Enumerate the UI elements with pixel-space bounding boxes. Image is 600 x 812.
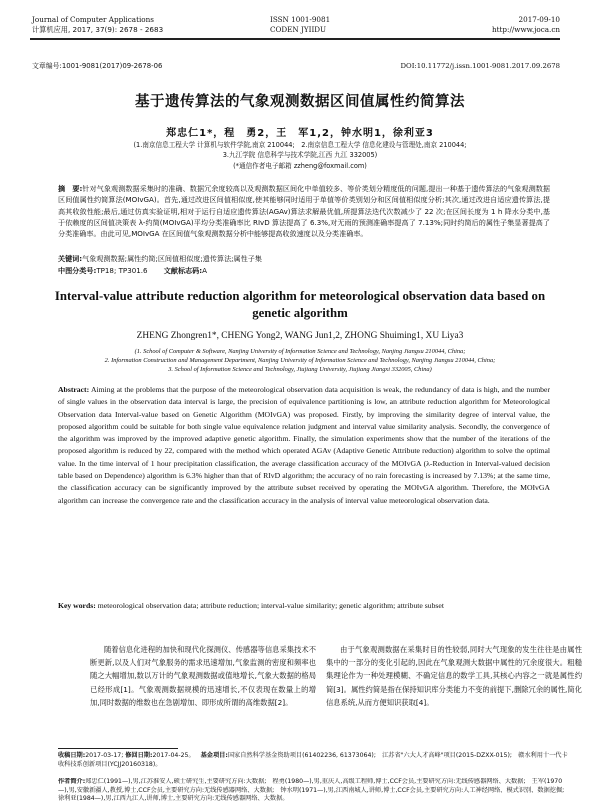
keywords-cn-label: 关键词: (58, 254, 83, 263)
affiliation-en-3: 3. School of Information Science and Technology, Jiujiang University, Jiujiang Jiangxi 332005, China) (168, 366, 432, 373)
bio-label: 作者简介: (58, 778, 86, 785)
body-column-right: 由于气象观测数据在采集时目的性较弱,同时大气现象的发生往往是由属性集中的一部分的变化引起的,因此在气象观测大数据中属性的冗余度很大。粗糙集理论作为一种处理模糊、不确定信息的数学工具,其核心内容之一就是属性约简[3]。属性约简是指在保持知识库分类能力不变的前提下,删除冗余的属性,简化信息系统,从而方便知识获取[4]。 (326, 645, 582, 707)
fund-text: 国家自然科学基金资助项目(61402236, 61373064); 江苏省"六大人才高峰"项目(2015-DZXX-015); 赣水利用十一代卡收科技系创新项目(YCJJ20160318)。 (58, 752, 568, 768)
classification-cn (58, 265, 550, 276)
affiliation-en-1: (1. School of Computer & Software, Nanjing University of Information Science and Technology, Nanjing Jiangsu 210044, China; (134, 348, 466, 355)
coden: CODEN JYIIDU (270, 25, 327, 34)
header-rule (30, 38, 560, 40)
paper-title-cn: 基于遗传算法的气象观测数据区间值属性约简算法 (135, 94, 465, 110)
affiliation-cn-1: (1.南京信息工程大学 计算机与软件学院,南京 210044; 2.南京信息工程大学 信息化建设与管理处,南京 210044; (133, 141, 467, 149)
footnote-rule (58, 748, 178, 749)
clc-value: TP18; TP301.6 (96, 266, 148, 275)
body-column-left: 随着信息化进程的加快和现代化探测仪、传感器等信息采集技术不断更新,以及人们对气象服务的需求迅速增加,气象监测的密度和频率也随之大幅增加,数以万计的气象观测数据或值地增长,气象大数据的格局已经形成[1]。气象观测数据规模的迅速增长,不仅表现在数量上的增加,同时数据的维数也在急剧增加、即形成所谓的高维数据[2]。 (90, 645, 316, 707)
journal-name-en: Journal of Computer Applications (32, 15, 154, 24)
issn: ISSN 1001-9081 (270, 15, 331, 24)
fund-label: 基金项目: (200, 752, 228, 759)
keywords-en (58, 600, 550, 612)
corresponding-email: (*通信作者电子邮箱 zzheng@foxmail.com) (233, 162, 367, 170)
abstract-en (58, 384, 550, 597)
abstract-en-text: Aiming at the problems that the purpose of the meteorological observation data acquisition is weak, the redundancy of data is high, and the number of single values in the observation data interval is large, the precision of equivalence partitioning is low, an attribute reduction algorithm for Meteorological Observation data Interval-value based on Genetic Algorithm (MOIvGA) was proposed. Firstly, by improving the similarity degree of interval value, the proposed algorithm could be suitable for both single value equivalence relation judgment and interval value similarity analysis. Secondly, the convergence of the algorithm was improved by the improved adaptive genetic algorithm. Finally, the simulation experiments show that the number of the iterations of the proposed algorithm is reduced by 22, compared with the method which operated AGAv (Adaptive Genetic Attribute reduction) algorithm to solve the optimal value. In the time interval of 1 hour precipitation classification, the average classification accuracy of the MOIvGA (λ-Reduction in Interval-valued decision table based on Dependence) algorithm is 6.3% higher than that of RIvD algorithm; the accuracy of no rain forecasting is increased by 7.13%; at the same time, the classification accuracy can be significantly improved by the attribute subset received by operating the MOIvGA algorithm. Therefore, the MOIvGA algorithm can increase the convergence rate and the classification accuracy in the analysis of interval value meteorological observation data. (58, 385, 550, 505)
keywords-en-text: meteorological observation data; attribute reduction; interval-value similarity; genetic algorithm; attribute subset (97, 601, 444, 610)
keywords-en-label: Key words: (58, 601, 96, 610)
revised-label: 修回日期: (125, 752, 153, 759)
affiliation-en-2: 2. Information Construction and Management Department, Nanjing University of Information Science and Technology, Nanjing Jiangsu 210044, China; (104, 357, 496, 364)
authors-en: ZHENG Zhongren1*, CHENG Yong2, WANG Jun1,2, ZHONG Shuiming1, XU Liya3 (136, 331, 464, 341)
clc-label: 中图分类号: (58, 266, 97, 275)
keywords-cn-text: 气象观测数据;属性约简;区间值相似度;遗传算法;属性子集 (82, 254, 262, 263)
doc-code-value: A (202, 266, 207, 275)
revised-date: 2017-04-25。 (152, 752, 195, 759)
abstract-cn-label: 摘 要: (58, 184, 83, 193)
received-label: 收稿日期: (58, 752, 86, 759)
authors-cn: 郑忠仁1*，程 勇2，王 军1,2，钟水明1，徐利亚3 (166, 128, 434, 139)
publish-date: 2017-09-10 (518, 15, 560, 24)
article-number: 文章编号:1001-9081(2017)09-2678-06 (32, 62, 163, 70)
abstract-cn (58, 183, 550, 251)
journal-url[interactable]: http://www.joca.cn (492, 25, 560, 34)
footnote-dates (58, 752, 570, 769)
bio-text: 郑忠仁(1991—),男,江苏淮安人,硕士研究生,主要研究方向:大数据; 程勇(1980—),男,重庆人,高级工程师,博士,CCF会员,主要研究方向:无线传感器网络、大数据; 王军(1970—),男,安徽新疆人,教授,博士,CCF会员,主要研究方向:无线传感器网络、大数据; 钟水明(1971—),男,江西南城人,讲师,博士,CCF会员,主要研究方向:人工神经网络、模式识别、数据挖掘; 徐利亚(1984—),男,江西九江人,讲师,博士,主要研究方向:无线传感器网络、大数据。 (58, 778, 570, 803)
doc-code-label: 文献标志码: (163, 266, 203, 275)
abstract-en-label: Abstract: (58, 385, 90, 394)
doi[interactable]: DOI:10.11772/j.issn.1001-9081.2017.09.2678 (400, 62, 560, 70)
paper-title-en: Interval-value attribute reduction algorithm for meteorological observation data based on genetic algorithm (54, 289, 546, 320)
received-date: 2017-03-17; (85, 752, 124, 759)
footnote-bio (58, 778, 570, 812)
journal-citation-cn: 计算机应用, 2017, 37(9): 2678 - 2683 (32, 25, 164, 34)
keywords-cn (58, 253, 550, 264)
abstract-cn-text: 针对气象观测数据采集时的准确、数据冗余度较高以及观测数据区间化中单值较多、等价类划分精度低的问题,提出一种基于遗传算法的气象观测数据区间值属性约简算法(MOIvGA)。首先,通过改进区间值相似度,使其能够同时适用于单值等价类别划分和区间值相似度分析;其次,通过改进自适应遗传算法,提高其收敛性能;最后,通过仿真实验证明,相对于运行自适应遗传算法(AGAv)算法求解最优值,所提算法迭代次数减少了 22 次;在区间长度为 1 h 降水分类中,基于依赖度的区间值决策表 λ-约简(MOIvGA)平均分类准确率比 RIvD 算法提高了 6.3%,对无雨的预测准确率提高了 7.13%;同时约简后的属性子集显著提高了分类准确率。由此可见,MOIvGA 在区间值气象观测数据分析中能够提高收敛速度以及分类准确率。 (58, 184, 550, 239)
affiliation-cn-2: 3.九江学院 信息科学与技术学院,江西 九江 332005) (222, 151, 378, 159)
